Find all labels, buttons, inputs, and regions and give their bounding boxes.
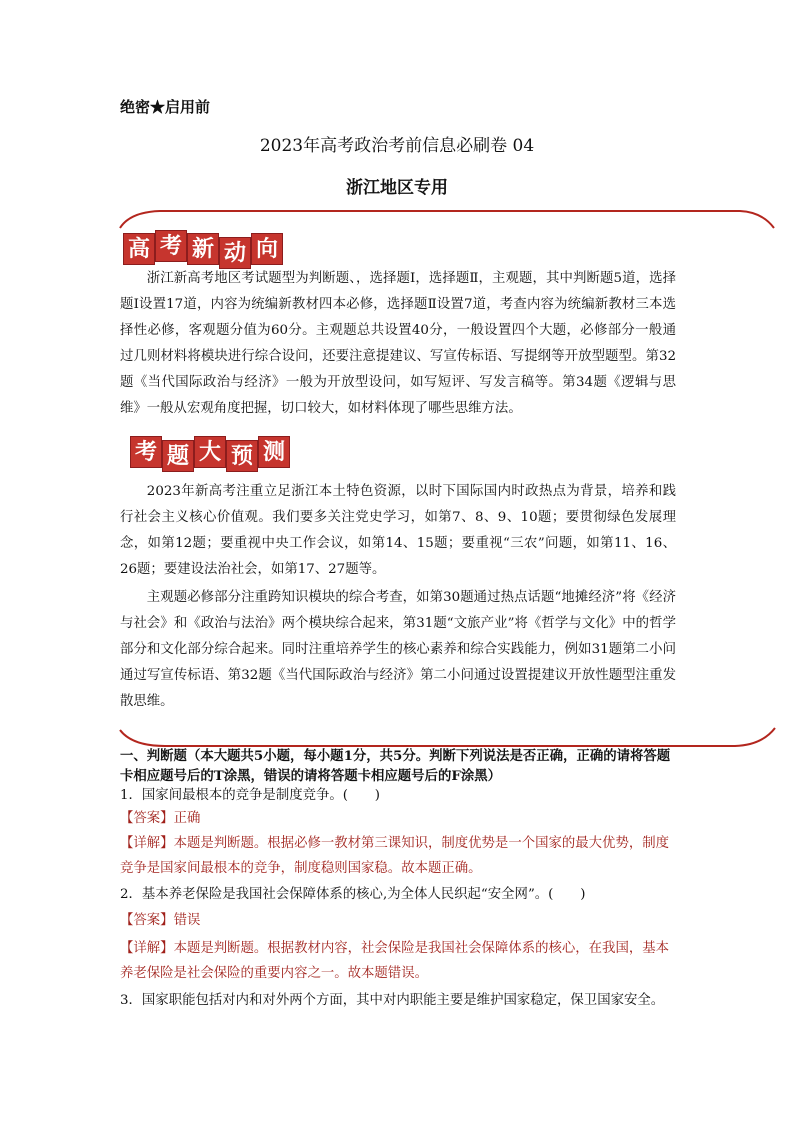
frame-top-arc [120, 211, 774, 228]
intro-paragraph-1: 浙江新高考地区考试题型为判断题、，选择题Ⅰ，选择题Ⅱ，主观题，其中判断题5道，选择题Ⅰ设置17道，内容为统编新教材四本必修，选择题Ⅱ设置7道，考查内容为统编新教材三本选择性必修，客观题分值为60分。主观题总共设置40分，一般设置四个大题，必修部分一般通过几则材料将模块进行综合设问，还要注意提建议、写宣传标语、写提纲等开放型题型。第32题《当代国际政治与经济》一般为开放型设问，如写短评、写发言稿等。第34题《逻辑与思维》一般从宏观角度把握，切口较大，如材料体现了哪些思维方法。 [120, 271, 676, 416]
badge-char: 高 [123, 233, 155, 265]
badge-char: 新 [187, 233, 219, 265]
page-subtitle: 浙江地区专用 [346, 178, 448, 198]
question-2: 2．基本养老保险是我国社会保障体系的核心,为全体人民织起“安全网”。( ) [120, 887, 586, 902]
question-1: 1．国家间最根本的竞争是制度竞争。( ) [120, 788, 380, 803]
detail-label: 【详解】 [120, 941, 174, 956]
answer-2 [120, 910, 680, 932]
badge-char: 考 [155, 230, 187, 262]
detail-2 [120, 936, 680, 986]
badge-char: 题 [162, 440, 194, 472]
badge-char: 考 [130, 436, 162, 468]
badge-kaoti-dayuce [130, 436, 290, 472]
detail-label: 【详解】 [120, 836, 174, 851]
badge-char: 向 [251, 233, 283, 265]
intro-paragraph-2: 2023年新高考注重立足浙江本土特色资源，以时下国际国内时政热点为背景，培养和践行社会主义核心价值观。我们要多关注党史学习，如第7、8、9、10题；要贯彻绿色发展理念，如第12题；要重视中央工作会议，如第14、15题；要重视“三农”问题，如第11、16、26题；要建设法治社会，如第17、27题等。 [120, 484, 676, 577]
badge-gaokao-xindongxiang [123, 233, 283, 269]
answer-label: 【答案】 [120, 913, 174, 928]
badge-char: 测 [258, 436, 290, 468]
detail-1 [120, 831, 680, 881]
detail-text: 本题是判断题。根据必修一教材第三课知识，制度优势是一个国家的最大优势，制度竞争是国家间最根本的竞争，制度稳则国家稳。故本题正确。 [120, 836, 670, 876]
badge-char: 大 [194, 436, 226, 468]
detail-text: 本题是判断题。根据教材内容，社会保险是我国社会保障体系的核心，在我国，基本养老保险是社会保险的重要内容之一。故本题错误。 [120, 941, 670, 981]
question-3: 3．国家职能包括对内和对外两个方面，其中对内职能主要是维护国家稳定，保卫国家安全。 [120, 993, 665, 1008]
page-title: 2023年高考政治考前信息必刷卷 04 [259, 136, 535, 156]
badge-char: 预 [226, 440, 258, 472]
answer-label: 【答案】 [120, 811, 174, 826]
answer-value: 正确 [173, 811, 201, 826]
frame-bottom-arc [120, 728, 775, 746]
badge-char: 动 [219, 237, 251, 269]
answer-value: 错误 [173, 913, 201, 928]
answer-1 [120, 808, 680, 830]
section-heading: 一、判断题（本大题共5小题，每小题1分，共5分。判断下列说法是否正确，正确的请将答题卡相应题号后的T涂黑，错误的请将答题卡相应题号后的F涂黑） [120, 748, 671, 784]
secret-label: 绝密★启用前 [120, 98, 211, 116]
intro-paragraph-3: 主观题必修部分注重跨知识模块的综合考查，如第30题通过热点话题“地摊经济”将《经济与社会》和《政治与法治》两个模块综合起来，第31题“文旅产业”将《哲学与文化》中的哲学部分和文化部分综合起来。同时注重培养学生的核心素养和综合实践能力，例如31题第二小问通过写宣传标语、第32题《当代国际政治与经济》第二小问通过设置提建议开放性题型注重发散思维。 [120, 590, 676, 709]
